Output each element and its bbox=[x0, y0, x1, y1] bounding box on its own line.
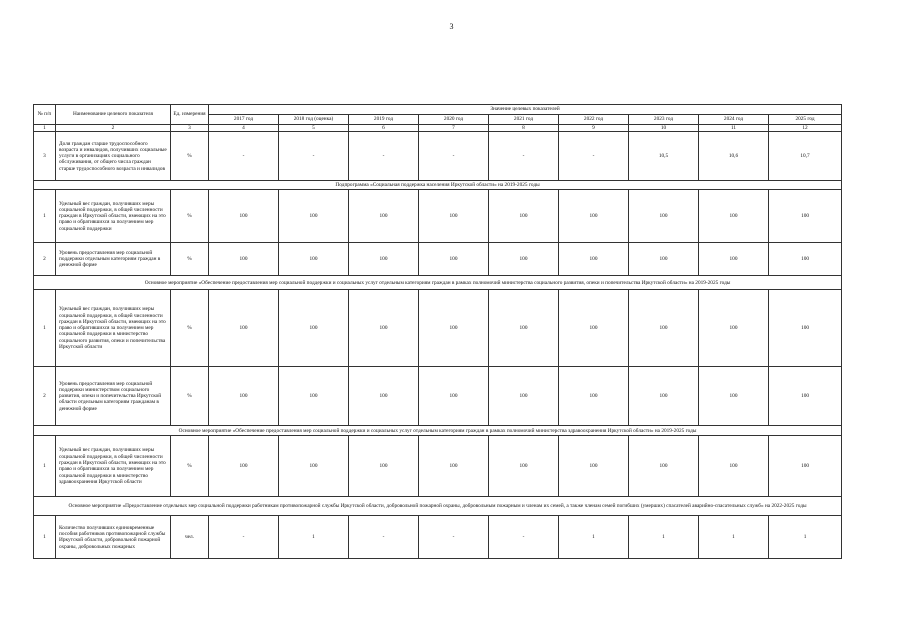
section-row bbox=[34, 276, 842, 290]
value-cell: 100 bbox=[699, 190, 769, 243]
value-cell: 100 bbox=[209, 190, 279, 243]
row-number: 3 bbox=[34, 132, 56, 181]
value-cell: 100 bbox=[279, 243, 349, 276]
value-cell: 100 bbox=[349, 190, 419, 243]
header-year: 2018 год (оценка) bbox=[279, 115, 349, 125]
header-year: 2023 год bbox=[629, 115, 699, 125]
column-index: 10 bbox=[629, 125, 699, 132]
row-number: 2 bbox=[34, 243, 56, 276]
column-index: 5 bbox=[279, 125, 349, 132]
section-title: Основное мероприятие «Обеспечение предоставления мер социальной поддержки и социальных услуг отдельным категориям граждан в рамках полномочий министерства здравоохранения Иркутской области» на 2019-2025 годы bbox=[34, 426, 842, 436]
value-cell: 100 bbox=[419, 436, 489, 497]
value-cell: 100 bbox=[699, 367, 769, 426]
value-cell: 100 bbox=[349, 436, 419, 497]
indicator-name: Удельный вес граждан, получивших меры социальной поддержки, в общей численности граждан в Иркутской области, имеющих на это право и обратившихся за получением мер социальной поддержки bbox=[56, 190, 171, 243]
value-cell: - bbox=[419, 132, 489, 181]
indicator-name: Доля граждан старше трудоспособного возраста и инвалидов, получивших социальные услуги в организациях социального обслуживания, от общего числа граждан старше трудоспособного возраста и инвалидов bbox=[56, 132, 171, 181]
value-cell: 100 bbox=[419, 290, 489, 367]
indicator-name: Уровень предоставления мер социальной поддержки отдельным категориям граждан в денежной форме bbox=[56, 243, 171, 276]
value-cell: 100 bbox=[489, 190, 559, 243]
header-row bbox=[34, 105, 842, 115]
section-row bbox=[34, 426, 842, 436]
value-cell: 100 bbox=[419, 243, 489, 276]
column-index: 11 bbox=[699, 125, 769, 132]
value-cell: 100 bbox=[699, 436, 769, 497]
value-cell: 100 bbox=[769, 243, 842, 276]
value-cell: 100 bbox=[559, 290, 629, 367]
value-cell: 100 bbox=[629, 290, 699, 367]
value-cell: 100 bbox=[769, 367, 842, 426]
column-index: 7 bbox=[419, 125, 489, 132]
header-year: 2017 год bbox=[209, 115, 279, 125]
header-year: 2024 год bbox=[699, 115, 769, 125]
value-cell: - bbox=[419, 516, 489, 559]
section-title: Основное мероприятие «Обеспечение предоставления мер социальной поддержки и социальных услуг отдельным категориям граждан в рамках полномочий министерства социального развития, опеки и попечительства Иркутской области» на 2019-2025 годы bbox=[34, 276, 842, 290]
value-cell: 100 bbox=[419, 190, 489, 243]
value-cell: - bbox=[349, 516, 419, 559]
value-cell: 1 bbox=[699, 516, 769, 559]
value-cell: 1 bbox=[559, 516, 629, 559]
column-index: 1 bbox=[34, 125, 56, 132]
value-cell: 100 bbox=[349, 290, 419, 367]
value-cell: 100 bbox=[559, 367, 629, 426]
indicator-name: Уровень предоставления мер социальной поддержки министерством социального развития, опеки и попечительства Иркутской области отдельным категориям гражданам в денежной форме bbox=[56, 367, 171, 426]
value-cell: 100 bbox=[489, 436, 559, 497]
value-cell: 100 bbox=[279, 190, 349, 243]
unit-cell: % bbox=[171, 290, 209, 367]
value-cell: - bbox=[209, 516, 279, 559]
value-cell: - bbox=[559, 132, 629, 181]
value-cell: 100 bbox=[699, 243, 769, 276]
header-year: 2020 год bbox=[419, 115, 489, 125]
header-name: Наименование целевого показателя bbox=[56, 105, 171, 125]
header-year: 2021 год bbox=[489, 115, 559, 125]
table-row bbox=[34, 190, 842, 243]
value-cell: 100 bbox=[209, 243, 279, 276]
unit-cell: % bbox=[171, 243, 209, 276]
value-cell: 100 bbox=[489, 290, 559, 367]
value-cell: 10,6 bbox=[699, 132, 769, 181]
section-title: Основное мероприятие «Предоставление отдельных мер социальной поддержки работникам противопожарной службы Иркутской области, добровольной пожарной охраны, добровольным пожарным и членам их семей, а также членам семей погибших (умерших) спасателей аварийно-спасательных служб» на 2022-2025 годы bbox=[34, 497, 842, 516]
value-cell: - bbox=[279, 132, 349, 181]
column-index: 6 bbox=[349, 125, 419, 132]
row-number: 1 bbox=[34, 190, 56, 243]
value-cell: 1 bbox=[629, 516, 699, 559]
value-cell: 100 bbox=[769, 190, 842, 243]
column-index: 9 bbox=[559, 125, 629, 132]
value-cell: 100 bbox=[209, 290, 279, 367]
unit-cell: % bbox=[171, 436, 209, 497]
value-cell: 100 bbox=[279, 436, 349, 497]
value-cell: 100 bbox=[769, 436, 842, 497]
table-row bbox=[34, 290, 842, 367]
value-cell: - bbox=[489, 516, 559, 559]
section-row bbox=[34, 497, 842, 516]
value-cell: 100 bbox=[629, 190, 699, 243]
header-num: № п/п bbox=[34, 105, 56, 125]
page-number: 3 bbox=[449, 22, 454, 31]
row-number: 1 bbox=[34, 516, 56, 559]
value-cell: 100 bbox=[629, 436, 699, 497]
table-row bbox=[34, 367, 842, 426]
value-cell: 100 bbox=[699, 290, 769, 367]
value-cell: 100 bbox=[629, 367, 699, 426]
value-cell: 100 bbox=[349, 243, 419, 276]
target-indicators-table bbox=[33, 104, 842, 559]
indicator-name: Удельный вес граждан, получивших меры социальной поддержки, в общей численности граждан в Иркутской области, имеющих на это право и обратившихся за получением мер социальной поддержки в министерство социального развития, опеки и попечительства Иркутской области bbox=[56, 290, 171, 367]
value-cell: 100 bbox=[209, 436, 279, 497]
header-values: Значение целевых показателей bbox=[209, 105, 842, 115]
value-cell: 100 bbox=[559, 190, 629, 243]
unit-cell: % bbox=[171, 132, 209, 181]
value-cell: 100 bbox=[419, 367, 489, 426]
indicator-name: Удельный вес граждан, получивших меры социальной поддержки, в общей численности граждан в Иркутской области, имеющих на это право и обратившихся за получением мер социальной поддержки в министерство здравоохранения Иркутской области bbox=[56, 436, 171, 497]
value-cell: 100 bbox=[349, 367, 419, 426]
value-cell: 100 bbox=[489, 243, 559, 276]
table-row bbox=[34, 243, 842, 276]
column-index: 8 bbox=[489, 125, 559, 132]
header-year: 2022 год bbox=[559, 115, 629, 125]
value-cell: 100 bbox=[279, 290, 349, 367]
section-row bbox=[34, 181, 842, 190]
column-index: 2 bbox=[56, 125, 171, 132]
section-title: Подпрограмма «Социальная поддержка населения Иркутской области» на 2019-2025 годы bbox=[34, 181, 842, 190]
column-index: 12 bbox=[769, 125, 842, 132]
row-number: 2 bbox=[34, 367, 56, 426]
value-cell: 10,7 bbox=[769, 132, 842, 181]
value-cell: - bbox=[209, 132, 279, 181]
value-cell: 1 bbox=[769, 516, 842, 559]
value-cell: 100 bbox=[769, 290, 842, 367]
value-cell: 10,5 bbox=[629, 132, 699, 181]
row-number: 1 bbox=[34, 290, 56, 367]
indicator-name: Количество получивших единовременные пособия работников противопожарной службы Иркутской области, добровольной пожарной охраны, добровольных пожарных bbox=[56, 516, 171, 559]
column-index: 3 bbox=[171, 125, 209, 132]
unit-cell: % bbox=[171, 367, 209, 426]
value-cell: - bbox=[349, 132, 419, 181]
value-cell: 100 bbox=[489, 367, 559, 426]
header-unit: Ед. измерения bbox=[171, 105, 209, 125]
unit-cell: % bbox=[171, 190, 209, 243]
table-row bbox=[34, 516, 842, 559]
header-year: 2025 год bbox=[769, 115, 842, 125]
value-cell: 100 bbox=[209, 367, 279, 426]
column-index-row bbox=[34, 125, 842, 132]
value-cell: 100 bbox=[279, 367, 349, 426]
unit-cell: чел. bbox=[171, 516, 209, 559]
row-number: 1 bbox=[34, 436, 56, 497]
column-index: 4 bbox=[209, 125, 279, 132]
value-cell: 100 bbox=[559, 243, 629, 276]
table-row bbox=[34, 436, 842, 497]
table-row bbox=[34, 132, 842, 181]
value-cell: 1 bbox=[279, 516, 349, 559]
value-cell: 100 bbox=[559, 436, 629, 497]
value-cell: 100 bbox=[629, 243, 699, 276]
header-year: 2019 год bbox=[349, 115, 419, 125]
value-cell: - bbox=[489, 132, 559, 181]
